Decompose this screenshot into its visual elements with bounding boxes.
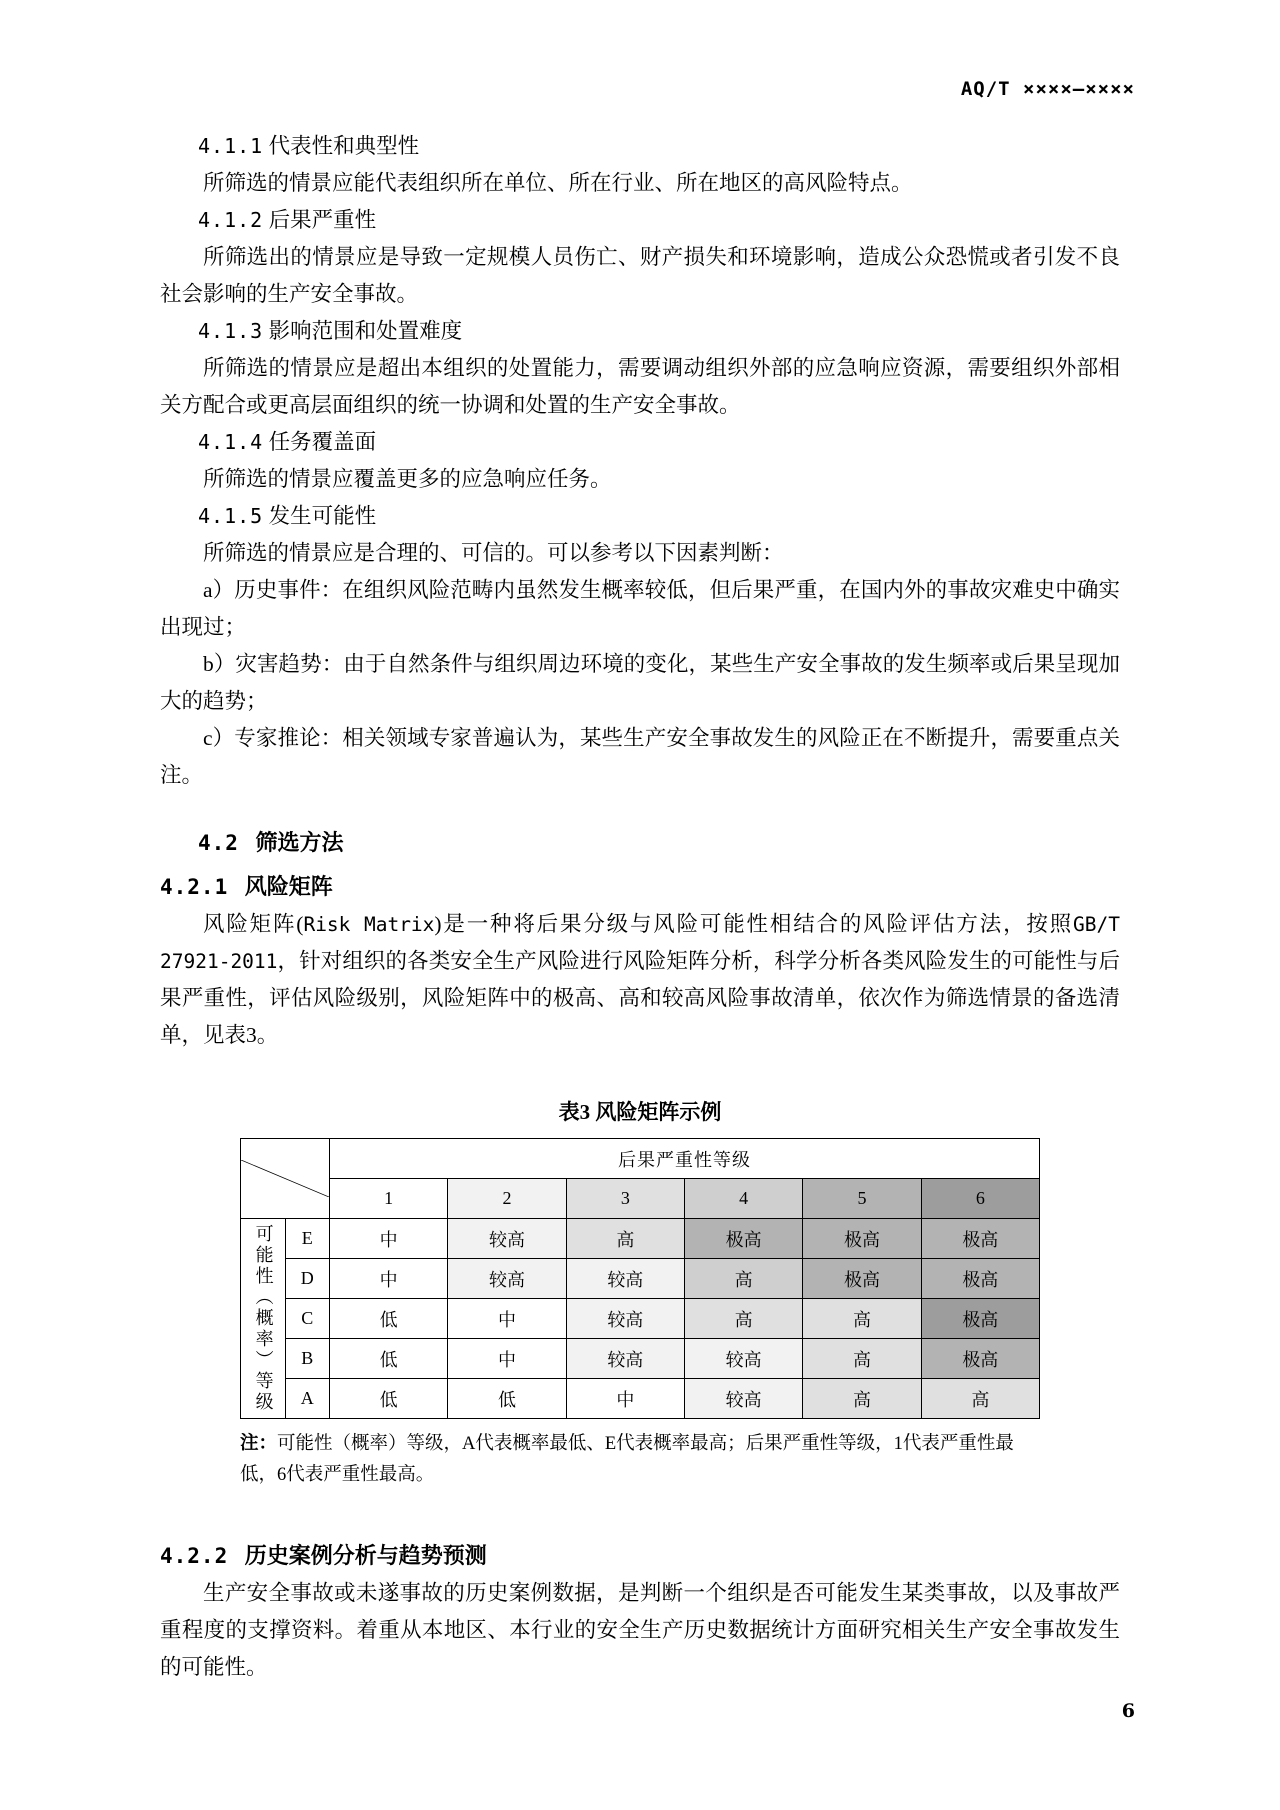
matrix-cell: 中	[566, 1379, 684, 1419]
section-heading-415	[160, 498, 1120, 535]
matrix-cell: 高	[921, 1379, 1039, 1419]
table-caption: 表3 风险矩阵示例	[558, 1100, 722, 1124]
table-row	[241, 1179, 1040, 1219]
risk-matrix-table	[240, 1138, 1040, 1419]
matrix-cell: 极高	[921, 1259, 1039, 1299]
section-title: 筛选方法	[255, 830, 344, 855]
list-item: a）历史事件：在组织风险范畴内虽然发生概率较低，但后果严重，在国内外的事故灾难史中确实出现过；	[160, 578, 1120, 639]
section-body-414: 所筛选的情景应覆盖更多的应急响应任务。	[203, 467, 612, 491]
table-col-group-header: 后果严重性等级	[330, 1139, 1040, 1179]
severity-level-header: 2	[448, 1179, 566, 1219]
matrix-cell: 极高	[803, 1219, 921, 1259]
matrix-cell: 中	[448, 1299, 566, 1339]
section-body-411: 所筛选的情景应能代表组织所在单位、所在行业、所在地区的高风险特点。	[203, 171, 913, 195]
section-title: 后果严重性	[268, 208, 377, 232]
probability-level-header: E	[285, 1219, 330, 1259]
table-row-group-label	[241, 1219, 286, 1419]
matrix-cell: 中	[330, 1219, 448, 1259]
para-text-mid: )是一种将后果分级与风险可能性相结合的风险评估方法，按照	[434, 912, 1074, 936]
table-note-text: 可能性（概率）等级，A代表概率最低、E代表概率最高；后果严重性等级，1代表严重性最低，6代表严重性最高。	[240, 1434, 1014, 1485]
table-row	[241, 1219, 1040, 1259]
matrix-cell: 较高	[566, 1259, 684, 1299]
section-number: 4.2.2	[160, 1544, 229, 1568]
section-heading-411	[160, 128, 1120, 165]
page-number: 6	[1121, 1700, 1135, 1722]
section-title: 风险矩阵	[244, 874, 333, 899]
section-body-412: 所筛选出的情景应是导致一定规模人员伤亡、财产损失和环境影响，造成公众恐慌或者引发不良社会影响的生产安全事故。	[160, 245, 1120, 306]
document-body	[160, 128, 1120, 1686]
section-body-415: 所筛选的情景应是合理的、可信的。可以参考以下因素判断：	[203, 541, 784, 565]
matrix-cell: 较高	[684, 1339, 802, 1379]
matrix-cell: 高	[803, 1379, 921, 1419]
matrix-cell: 极高	[803, 1259, 921, 1299]
table-note	[240, 1429, 1040, 1491]
para-text-prefix: 风险矩阵(	[203, 912, 304, 936]
matrix-cell: 极高	[921, 1219, 1039, 1259]
matrix-cell: 高	[684, 1259, 802, 1299]
matrix-cell: 高	[803, 1339, 921, 1379]
para-text-tail: ，针对组织的各类安全生产风险进行风险矩阵分析，科学分析各类风险发生的可能性与后果严重性，评估风险级别，风险矩阵中的极高、高和较高风险事故清单，依次作为筛选情景的备选清单，见表3。	[160, 949, 1120, 1047]
section-heading-42	[160, 824, 1120, 862]
list-item: c）专家推论：相关领域专家普遍认为，某些生产安全事故发生的风险正在不断提升，需要重点关注。	[160, 726, 1120, 787]
section-heading-412	[160, 202, 1120, 239]
page-header-standard-code: AQ/T ××××—××××	[960, 78, 1135, 100]
section-heading-422	[160, 1537, 1120, 1575]
matrix-cell: 极高	[684, 1219, 802, 1259]
table-row	[241, 1259, 1040, 1299]
severity-level-header: 3	[566, 1179, 684, 1219]
matrix-cell: 低	[330, 1379, 448, 1419]
matrix-cell: 较高	[448, 1219, 566, 1259]
section-number: 4.1.4	[198, 430, 264, 454]
table-row	[241, 1139, 1040, 1179]
section-number: 4.1.1	[198, 134, 264, 158]
probability-level-header: B	[285, 1339, 330, 1379]
probability-level-header: D	[285, 1259, 330, 1299]
severity-level-header: 5	[803, 1179, 921, 1219]
table-row	[241, 1299, 1040, 1339]
matrix-cell: 中	[330, 1259, 448, 1299]
section-body-422: 生产安全事故或未遂事故的历史案例数据，是判断一个组织是否可能发生某类事故，以及事故严重程度的支撑资料。着重从本地区、本行业的安全生产历史数据统计方面研究相关生产安全事故发生的可能性。	[160, 1581, 1120, 1679]
table-row	[241, 1379, 1040, 1419]
section-number: 4.1.2	[198, 208, 264, 232]
matrix-cell: 高	[803, 1299, 921, 1339]
section-title: 影响范围和处置难度	[268, 319, 463, 343]
severity-level-header: 1	[330, 1179, 448, 1219]
section-title: 代表性和典型性	[268, 134, 420, 158]
section-title: 任务覆盖面	[268, 430, 377, 454]
matrix-cell: 低	[448, 1379, 566, 1419]
table-corner-cell	[241, 1139, 330, 1219]
section-number: 4.2.1	[160, 875, 229, 899]
matrix-cell: 高	[684, 1299, 802, 1339]
matrix-cell: 较高	[566, 1339, 684, 1379]
section-heading-414	[160, 424, 1120, 461]
matrix-cell: 极高	[921, 1299, 1039, 1339]
para-text-mono-risk-matrix: Risk Matrix	[303, 913, 435, 936]
section-body-413: 所筛选的情景应是超出本组织的处置能力，需要调动组织外部的应急响应资源，需要组织外部相关方配合或更高层面组织的统一协调和处置的生产安全事故。	[160, 356, 1120, 417]
diagonal-divider-icon	[241, 1160, 329, 1197]
probability-level-header: C	[285, 1299, 330, 1339]
section-title: 发生可能性	[268, 504, 377, 528]
matrix-cell: 较高	[448, 1259, 566, 1299]
table-row-group-label-text: 可能性（概率）等级	[253, 1224, 274, 1413]
table-row	[241, 1339, 1040, 1379]
list-item: b）灾害趋势：由于自然条件与组织周边环境的变化，某些生产安全事故的发生频率或后果呈现加大的趋势；	[160, 652, 1120, 713]
matrix-cell: 低	[330, 1299, 448, 1339]
matrix-cell: 高	[566, 1219, 684, 1259]
para-text-mono-standard-ref: GB/T 27921-2011	[160, 913, 1121, 973]
matrix-cell: 较高	[566, 1299, 684, 1339]
table-note-label: 注：	[240, 1434, 278, 1454]
section-number: 4.1.5	[198, 504, 264, 528]
section-title: 历史案例分析与趋势预测	[244, 1543, 487, 1568]
section-body-421	[160, 906, 1120, 1054]
matrix-cell: 低	[330, 1339, 448, 1379]
probability-level-header: A	[285, 1379, 330, 1419]
section-heading-421	[160, 868, 1120, 906]
matrix-cell: 中	[448, 1339, 566, 1379]
section-number: 4.1.3	[198, 319, 264, 343]
severity-level-header: 4	[684, 1179, 802, 1219]
section-number: 4.2	[198, 831, 239, 855]
severity-level-header: 6	[921, 1179, 1039, 1219]
section-heading-413	[160, 313, 1120, 350]
matrix-cell: 较高	[684, 1379, 802, 1419]
matrix-cell: 极高	[921, 1339, 1039, 1379]
